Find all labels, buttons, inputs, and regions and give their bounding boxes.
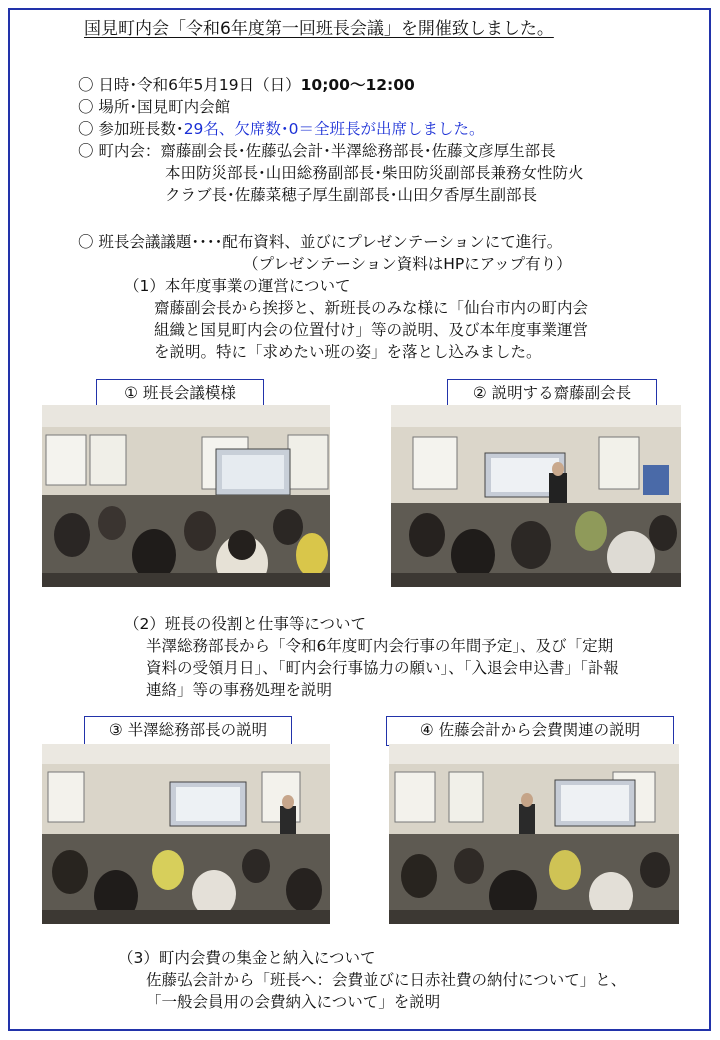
agenda-item3-line2: 「一般会員用の会費納入について」を説明 (146, 993, 441, 1011)
photo-accounting-fee-explanation (389, 744, 679, 924)
agenda-item1-line1: 齋藤副会長から挨拶と、新班長のみな様に「仙台市内の町内会 (154, 299, 589, 317)
page-title: 国見町内会「令和6年度第一回班長会議」を開催致しました。 (84, 19, 554, 39)
agenda-item2-line1: 半澤総務部長から「令和6年度町内会行事の年間予定」、及び「定期 (146, 637, 614, 655)
agenda-item1-line3: を説明。特に「求めたい班の姿」を落とし込みました。 (154, 343, 542, 361)
info-council-line1: 〇 町内会：齋藤副会長･佐藤弘会計･半澤総務部長･佐藤文彦厚生部長 (78, 142, 556, 160)
agenda-item3-line1: 佐藤弘会計から「班長へ：会費並びに日赤社費の納付について」と、 (146, 971, 627, 989)
photo-vice-president-speaking (391, 405, 681, 587)
agenda-note: （プレゼンテーション資料はHPにアップ有り） (243, 255, 572, 273)
info-council-line2: 本田防災部長･山田総務副部長･柴田防災副部長兼務女性防火 (165, 164, 584, 182)
datetime-label: 〇 日時･令和6年5月19日（日） (78, 76, 301, 94)
info-datetime (78, 74, 415, 96)
info-attendance (78, 118, 485, 140)
datetime-time: 10;00～12:00 (300, 76, 415, 94)
agenda-item2-line3: 連絡」等の事務処理を説明 (146, 681, 333, 699)
attendance-label: 〇 参加班長数･ (78, 120, 184, 138)
caption-photo3: ③ 半澤総務部長の説明 (84, 716, 292, 746)
attendance-value: 29名、欠席数･0＝全班長が出席しました。 (183, 120, 485, 138)
info-council-line3: クラブ長･佐藤菜穂子厚生副部長･山田夕香厚生副部長 (165, 186, 538, 204)
agenda-item1-title: （1）本年度事業の運営について (124, 277, 351, 295)
agenda-item2-title: （2）班長の役割と仕事等について (124, 615, 367, 633)
photo-meeting-overview (42, 405, 330, 587)
agenda-item3-title: （3）町内会費の集金と納入について (118, 949, 376, 967)
agenda-item2-line2: 資料の受領月日」、「町内会行事協力の願い」、「入退会申込書」「訃報 (146, 659, 619, 677)
info-place: 〇 場所･国見町内会館 (78, 98, 231, 116)
agenda-heading: 〇 班長会議議題････配布資料、並びにプレゼンテーションにて進行。 (78, 233, 563, 251)
photo-general-affairs-explanation (42, 744, 330, 924)
agenda-item1-line2: 組織と国見町内会の位置付け」等の説明、及び本年度事業運営 (154, 321, 589, 339)
caption-photo4: ④ 佐藤会計から会費関連の説明 (386, 716, 674, 746)
caption-photo2: ② 説明する齋藤副会長 (447, 379, 657, 409)
caption-photo1: ① 班長会議模様 (96, 379, 264, 409)
